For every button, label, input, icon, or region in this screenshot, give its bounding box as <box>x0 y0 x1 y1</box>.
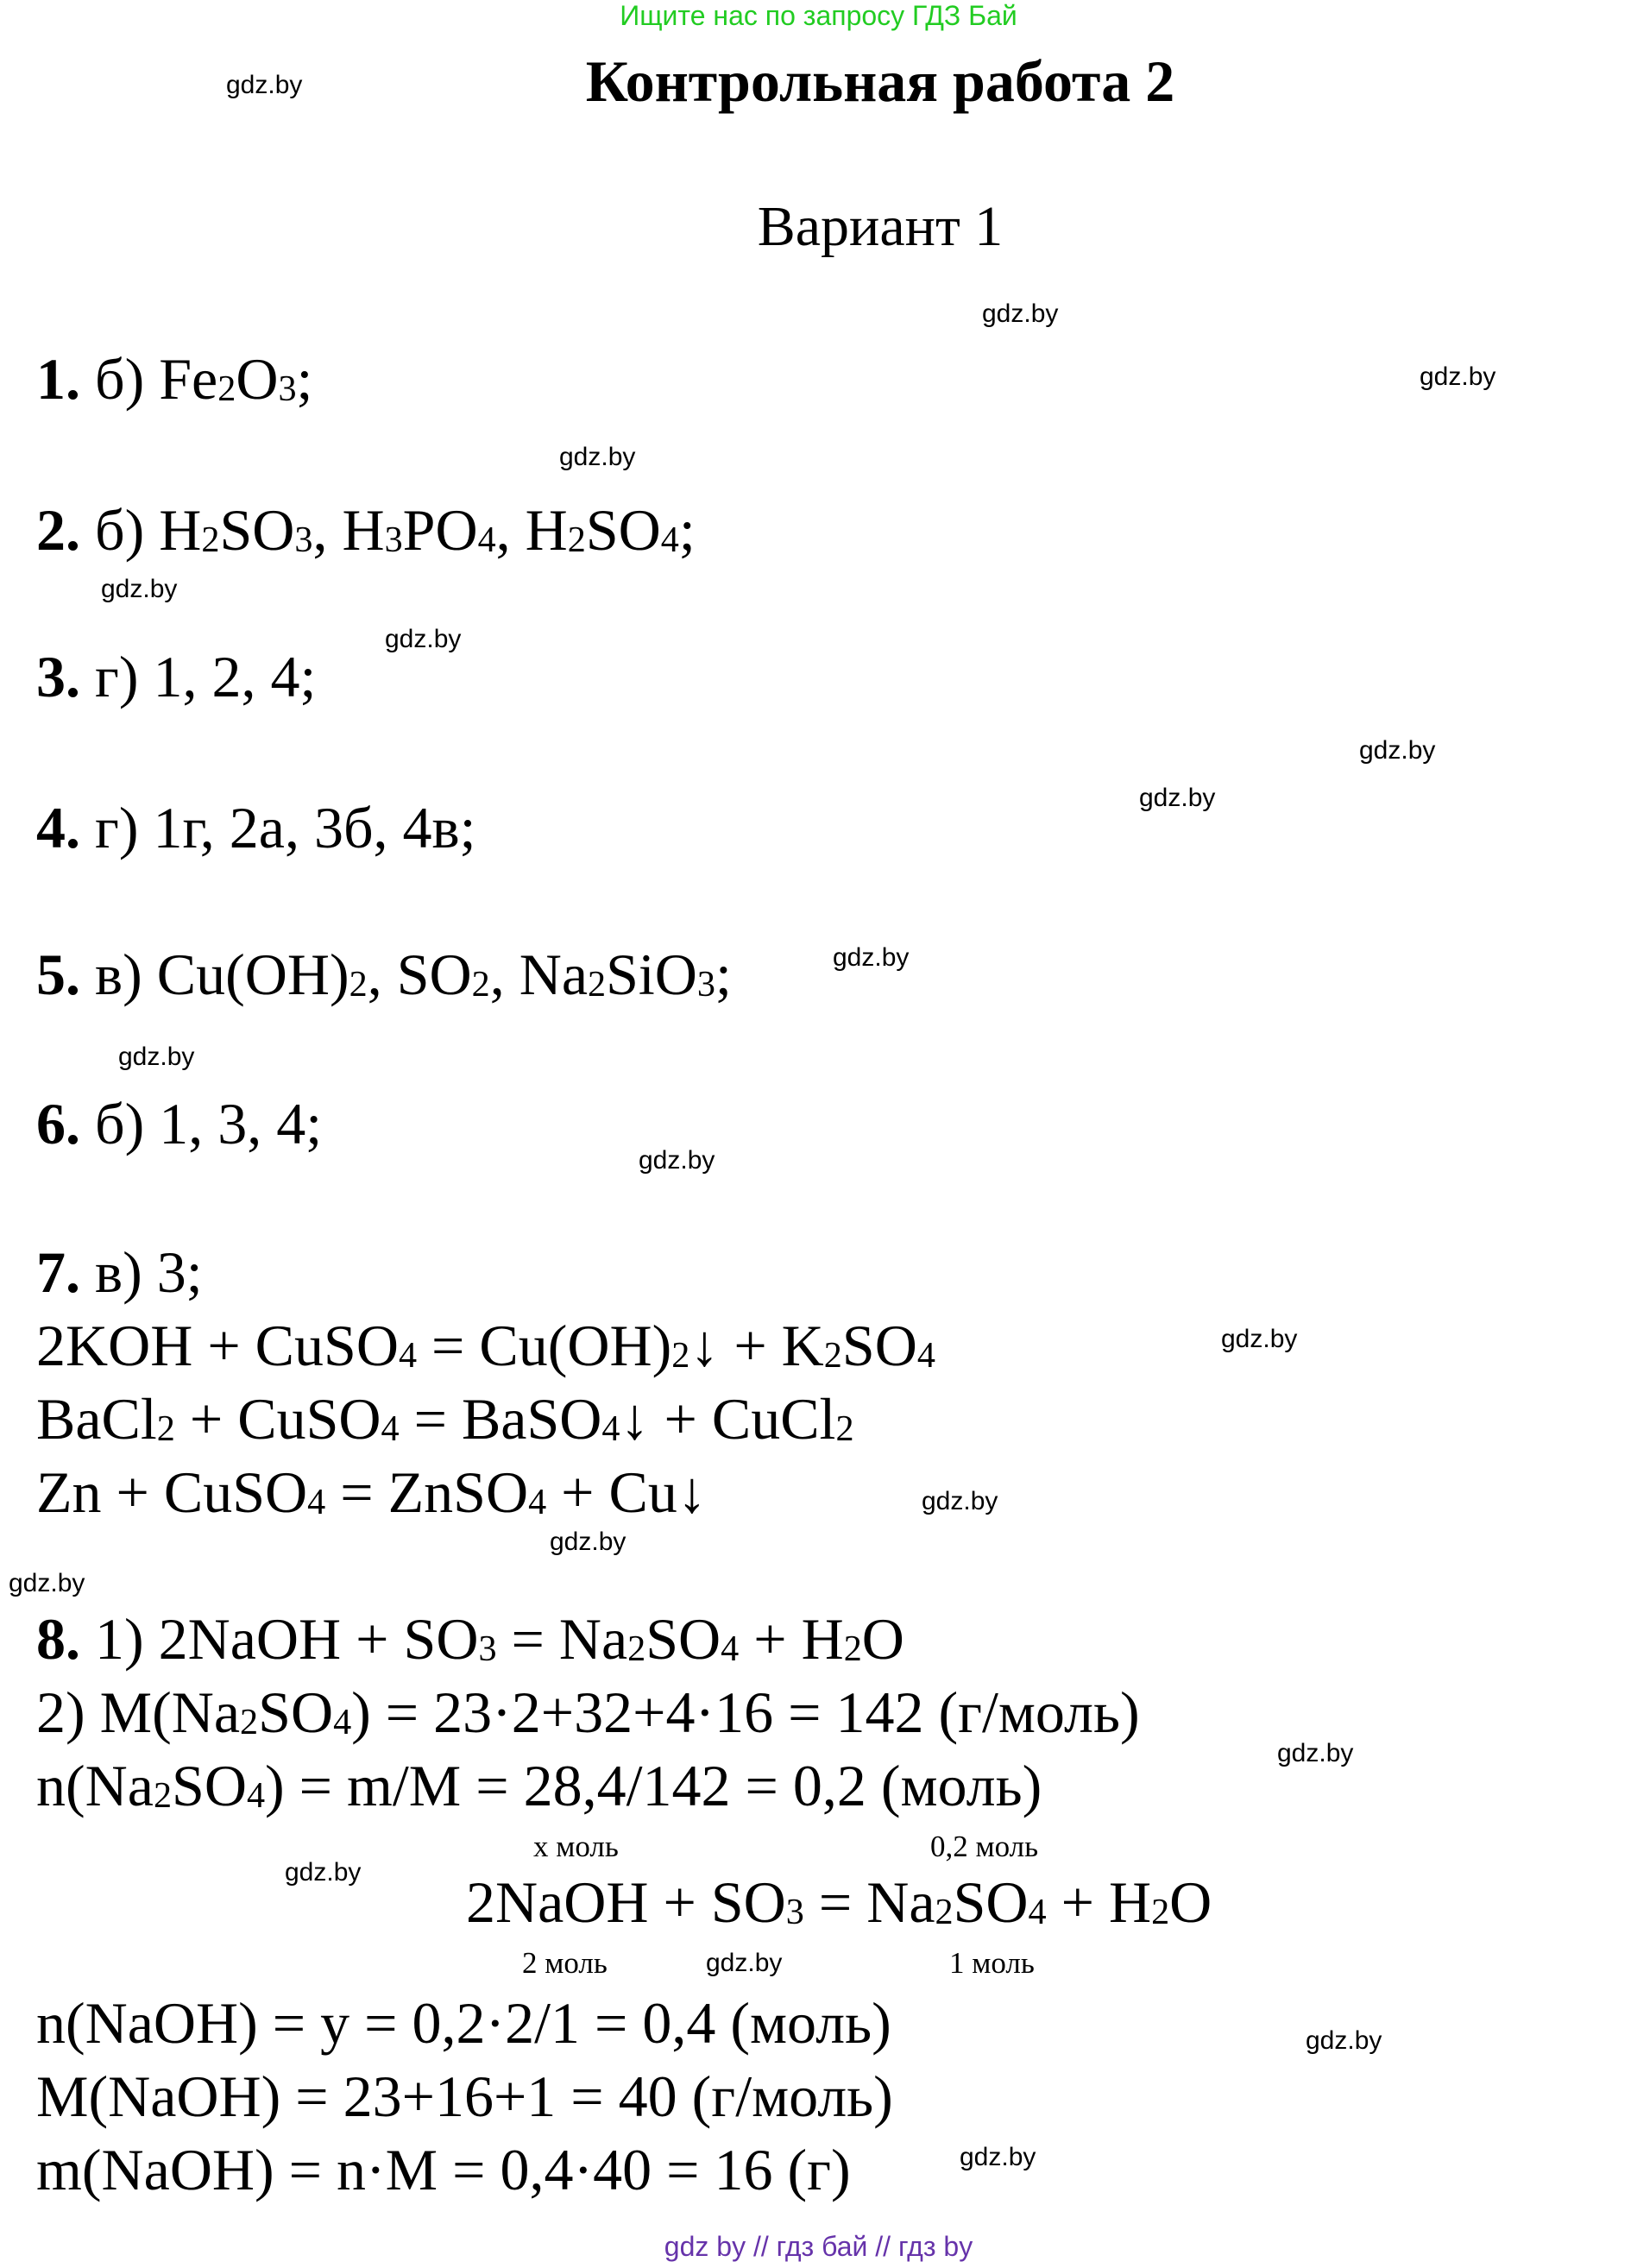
answer-3: 3. г) 1, 2, 4; <box>36 644 317 709</box>
watermark: gdz.by <box>1221 1325 1298 1353</box>
watermark: gdz.by <box>559 443 636 471</box>
answer-8: 8. 1) 2NaOH + $SO_3 = Na_2SO_4 + H_2O$ <box>36 1606 904 1672</box>
reaction-3: Zn + CuSO$_4$ = ZnSO$_4$ + Cu↓ <box>36 1459 707 1525</box>
label-1-mol: 1 моль <box>949 1946 1035 1980</box>
watermark: gdz.by <box>833 943 910 972</box>
top-banner[interactable]: Ищите нас по запросу ГДЗ Бай <box>620 0 1017 31</box>
watermark: gdz.by <box>982 299 1059 328</box>
watermark: gdz.by <box>101 575 178 603</box>
label-x-mol: х моль <box>533 1830 619 1863</box>
watermark: gdz.by <box>1277 1739 1354 1767</box>
amount-naoh: n(NaOH) = у = 0,2·2/1 = 0,4 (моль) <box>36 1990 891 2056</box>
variant-heading: Вариант 1 <box>757 195 1004 258</box>
watermark: gdz.by <box>1139 784 1216 812</box>
answer-1: 1. б) $Fe_2O_3$; <box>36 346 313 412</box>
watermark: gdz.by <box>550 1528 626 1556</box>
watermark: gdz.by <box>1359 736 1436 765</box>
molar-mass-na2so4: 2) $M(Na_2SO_4) = 23\cdot 2+32+4\cdot 16 = 142$ (г/моль) <box>36 1679 1140 1745</box>
answer-5: 5. в) $Cu(OH)_2$, $SO_2$, $Na_2SiO_3$; <box>36 942 732 1007</box>
amount-na2so4: $n(Na_2SO_4) = m/M = 28,4/142 = 0,2$ (моль) <box>36 1753 1042 1818</box>
watermark: gdz.by <box>285 1858 362 1887</box>
label-2-mol: 2 моль <box>522 1946 608 1980</box>
molar-mass-naoh: M(NaOH) = 23+16+1 = 40 (г/моль) <box>36 2063 893 2129</box>
answer-6: 6. б) 1, 3, 4; <box>36 1091 323 1156</box>
footer-links[interactable]: gdz by // гдз бай // гдз by <box>664 2231 973 2262</box>
watermark: gdz.by <box>9 1569 85 1597</box>
watermark: gdz.by <box>706 1949 783 1977</box>
mass-naoh: m(NaOH) = n·M = 0,4·40 = 16 (г) <box>36 2137 851 2202</box>
answer-4: 4. г) 1г, 2а, 3б, 4в; <box>36 795 476 860</box>
reaction-1: 2KOH + CuSO$_4$ = $Cu(OH)_2↓ + K_2SO_4$ <box>36 1313 935 1378</box>
watermark: gdz.by <box>385 625 462 653</box>
reaction-equation: 2NaOH + $SO_3 = Na_2SO_4 + H_2O$ <box>466 1869 1212 1935</box>
label-0-2-mol: 0,2 моль <box>930 1830 1039 1863</box>
watermark: gdz.by <box>960 2143 1036 2171</box>
watermark: gdz.by <box>1306 2026 1382 2055</box>
answer-7: 7. в) 3; <box>36 1239 203 1305</box>
reaction-2: BaCl$_2$ + CuSO$_4$ = BaSO$_4$↓ + CuCl$_2$ <box>36 1386 854 1452</box>
answer-2: 2. б) $H_2SO_3$, $H_3PO_4$, $H_2SO_4$; <box>36 497 696 563</box>
watermark: gdz.by <box>639 1146 715 1175</box>
watermark: gdz.by <box>922 1487 998 1515</box>
watermark: gdz.by <box>1420 362 1496 391</box>
watermark: gdz.by <box>118 1043 195 1071</box>
page-title: Контрольная работа 2 <box>585 48 1175 114</box>
watermark: gdz.by <box>226 71 303 99</box>
